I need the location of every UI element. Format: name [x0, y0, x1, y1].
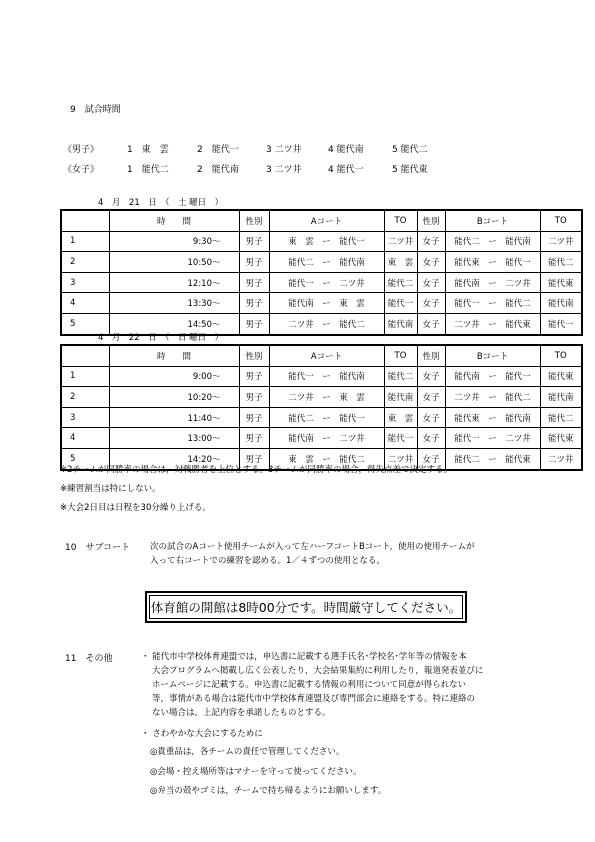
court-a-matchup-cell: 二ツ井 ー 能代二	[269, 313, 384, 334]
banner-text: 体育館の開館は8時00分です。時間厳守してください。	[150, 600, 462, 615]
court-b-matchup-cell: 二ツ井 ー 能代二	[445, 387, 540, 408]
court-a-table-officials-cell: 東 雲	[384, 252, 417, 273]
header-court-b-gender: 性別	[417, 210, 445, 231]
court-b-gender-cell: 女子	[417, 272, 445, 293]
day1-schedule-table	[60, 209, 583, 336]
court-b-gender-cell: 女子	[417, 448, 445, 469]
boys-teams-row	[0, 142, 595, 154]
court-a-gender-cell: 男子	[239, 231, 269, 252]
girls-team-2: 2 能代南	[197, 165, 239, 175]
start-time-cell: 14:50～	[109, 313, 239, 334]
court-b-gender-cell: 女子	[417, 366, 445, 387]
court-a-gender-cell: 男子	[239, 387, 269, 408]
start-time-cell: 13:30～	[109, 293, 239, 314]
section-11-para-line-3: ホームページに記載する。申込書に記載する情報の利用について同意が得られない	[152, 680, 467, 690]
start-time-cell: 14:20～	[109, 448, 239, 469]
section-10-title: 10 サブコート	[65, 543, 131, 553]
court-a-matchup-cell: 能代南 ー 東 雲	[269, 293, 384, 314]
table-row	[61, 407, 582, 428]
day1-label: 4 月 21 日 （ 土 曜日 ）	[98, 198, 224, 208]
header-start-time: 時 間	[109, 210, 239, 231]
start-time-cell: 11:40～	[109, 407, 239, 428]
section-11-para-line-1: ・ 能代市中学校体育連盟では，申込書に記載する選手氏名･学校名･学年等の情報を本	[141, 652, 467, 662]
court-b-matchup-cell: 能代南 ー 二ツ井	[445, 272, 540, 293]
court-a-gender-cell: 男子	[239, 448, 269, 469]
court-a-gender-cell: 男子	[239, 366, 269, 387]
header-court-a-matchup: Aコート	[269, 345, 384, 366]
court-a-matchup-cell: 二ツ井 ー 東 雲	[269, 387, 384, 408]
table-row	[61, 252, 582, 273]
court-b-matchup-cell: 能代二 ー 能代南	[445, 231, 540, 252]
header-court-b-table-officials: TO	[540, 210, 582, 231]
boys-label: 《男子》	[63, 145, 100, 155]
fair-play-heading: ・ さわやかな大会にするために	[141, 729, 263, 739]
court-a-matchup-cell: 能代二 ー 能代一	[269, 407, 384, 428]
court-a-table-officials-cell: 能代南	[384, 313, 417, 334]
court-a-gender-cell: 男子	[239, 293, 269, 314]
court-a-matchup-cell: 能代南 ー 二ツ井	[269, 428, 384, 449]
match-number-cell: 4	[61, 428, 109, 449]
table-row	[61, 231, 582, 252]
court-a-matchup-cell: 東 雲 ー 能代二	[269, 448, 384, 469]
court-b-gender-cell: 女子	[417, 231, 445, 252]
day2-label: 4 月 22 日 （ 日 曜日 ）	[98, 333, 224, 343]
court-b-table-officials-cell: 二ツ井	[540, 231, 582, 252]
header-row	[61, 345, 582, 366]
opening-time-banner	[145, 591, 467, 623]
court-a-table-officials-cell: 東 雲	[384, 407, 417, 428]
fair-play-item-valuables: ◎貴重品は，各チームの責任で管理してください。	[150, 747, 345, 757]
court-a-table-officials-cell: 能代一	[384, 293, 417, 314]
note-tiebreak: ※2チームが同勝率の場合は，対戦勝者を上位とする。3チームが同勝率の場合，得失点差で決定する。	[60, 465, 452, 475]
match-number-cell: 5	[61, 448, 109, 469]
match-number-cell: 1	[61, 366, 109, 387]
section-11-para-line-4: 等，事情がある場合は能代市中学校体育連盟及び専門部会に連絡をする。特に連絡の	[152, 694, 476, 704]
header-court-b-gender: 性別	[417, 345, 445, 366]
header-court-b-table-officials: TO	[540, 345, 582, 366]
match-number-cell: 2	[61, 252, 109, 273]
court-b-gender-cell: 女子	[417, 252, 445, 273]
court-a-table-officials-cell: 能代二	[384, 272, 417, 293]
table-row	[61, 387, 582, 408]
court-b-table-officials-cell: 能代二	[540, 252, 582, 273]
start-time-cell: 10:50～	[109, 252, 239, 273]
match-number-cell: 5	[61, 313, 109, 334]
table-row	[61, 293, 582, 314]
section-11-title: 11 その他	[65, 654, 113, 664]
court-b-matchup-cell: 能代東 ー 能代一	[445, 252, 540, 273]
start-time-cell: 13:00～	[109, 428, 239, 449]
header-court-a-gender: 性別	[239, 345, 269, 366]
table-row	[61, 272, 582, 293]
header-court-a-matchup: Aコート	[269, 210, 384, 231]
boys-team-3: 3 二ツ井	[266, 145, 302, 155]
girls-team-5: 5 能代東	[392, 165, 428, 175]
court-a-table-officials-cell: 二ツ井	[384, 231, 417, 252]
girls-teams-row	[0, 162, 595, 174]
court-b-matchup-cell: 能代東 ー 能代南	[445, 407, 540, 428]
court-b-gender-cell: 女子	[417, 387, 445, 408]
court-b-table-officials-cell: 能代東	[540, 428, 582, 449]
court-b-gender-cell: 女子	[417, 313, 445, 334]
girls-team-1: 1 能代二	[127, 165, 169, 175]
court-b-table-officials-cell: 能代東	[540, 272, 582, 293]
start-time-cell: 12:10～	[109, 272, 239, 293]
table-row	[61, 428, 582, 449]
court-a-table-officials-cell: 能代二	[384, 366, 417, 387]
section-10-line-2: 入って右コートでの練習を認める。1／４ずつの使用となる。	[150, 556, 385, 566]
match-number-cell: 4	[61, 293, 109, 314]
court-a-table-officials-cell: 能代一	[384, 428, 417, 449]
court-b-table-officials-cell: 能代南	[540, 293, 582, 314]
court-b-gender-cell: 女子	[417, 407, 445, 428]
note-day2-shift: ※大会2日目は日程を30分繰り上げる。	[60, 503, 211, 513]
girls-team-3: 3 二ツ井	[266, 165, 302, 175]
note-practice: ※練習割当は特にしない。	[60, 484, 161, 494]
section-11-para-line-5: ない場合は，上記内容を承諾したものとする。	[152, 708, 331, 718]
court-b-table-officials-cell: 能代南	[540, 387, 582, 408]
header-court-a-table-officials: TO	[384, 210, 417, 231]
match-number-cell: 1	[61, 231, 109, 252]
court-a-gender-cell: 男子	[239, 407, 269, 428]
boys-team-2: 2 能代一	[197, 145, 239, 155]
header-court-a-table-officials: TO	[384, 345, 417, 366]
header-match-number	[61, 345, 109, 366]
header-start-time: 時 間	[109, 345, 239, 366]
match-number-cell: 3	[61, 272, 109, 293]
court-b-table-officials-cell: 能代一	[540, 313, 582, 334]
match-number-cell: 2	[61, 387, 109, 408]
header-row	[61, 210, 582, 231]
court-b-matchup-cell: 能代南 ー 能代一	[445, 366, 540, 387]
court-a-matchup-cell: 能代一 ー 二ツ井	[269, 272, 384, 293]
court-a-table-officials-cell: 能代南	[384, 387, 417, 408]
section-10-line-1: 次の試合のAコート使用チームが入って左ハーフコートBコート，使用の使用チームが	[150, 542, 475, 552]
fair-play-item-garbage: ◎弁当の殻やゴミは，チームで持ち帰るようにお願いします。	[150, 786, 387, 796]
boys-team-4: 4 能代南	[328, 145, 364, 155]
court-a-gender-cell: 男子	[239, 428, 269, 449]
court-a-matchup-cell: 東 雲 ー 能代一	[269, 231, 384, 252]
court-b-table-officials-cell: 二ツ井	[540, 448, 582, 469]
court-a-matchup-cell: 能代一 ー 能代南	[269, 366, 384, 387]
start-time-cell: 9:00～	[109, 366, 239, 387]
court-a-table-officials-cell: 二ツ井	[384, 448, 417, 469]
court-a-gender-cell: 男子	[239, 313, 269, 334]
table-row	[61, 366, 582, 387]
court-b-table-officials-cell: 能代二	[540, 407, 582, 428]
court-a-gender-cell: 男子	[239, 252, 269, 273]
girls-team-4: 4 能代一	[328, 165, 364, 175]
section-9-title: 9 試合時間	[70, 105, 121, 115]
match-number-cell: 3	[61, 407, 109, 428]
court-b-gender-cell: 女子	[417, 293, 445, 314]
day2-schedule-table	[60, 344, 583, 471]
start-time-cell: 10:20～	[109, 387, 239, 408]
header-match-number	[61, 210, 109, 231]
header-court-b-matchup: Bコート	[445, 210, 540, 231]
header-court-a-gender: 性別	[239, 210, 269, 231]
girls-label: 《女子》	[63, 165, 100, 175]
court-b-matchup-cell: 能代一 ー 能代二	[445, 293, 540, 314]
section-11-para-line-2: 大会プログラムへ掲載し広く公表したり，大会結果集約に利用したり，報道発表並びに	[152, 666, 484, 676]
court-b-matchup-cell: 能代二 ー 能代東	[445, 448, 540, 469]
court-b-matchup-cell: 能代一 ー 二ツ井	[445, 428, 540, 449]
boys-team-5: 5 能代二	[392, 145, 428, 155]
start-time-cell: 9:30～	[109, 231, 239, 252]
fair-play-item-manners: ◎会場・控え場所等はマナーを守って使ってください。	[150, 767, 362, 777]
header-court-b-matchup: Bコート	[445, 345, 540, 366]
court-b-gender-cell: 女子	[417, 428, 445, 449]
court-a-matchup-cell: 能代二 ー 能代南	[269, 252, 384, 273]
boys-team-1: 1 東 雲	[127, 145, 169, 155]
court-b-table-officials-cell: 能代東	[540, 366, 582, 387]
court-b-matchup-cell: 二ツ井 ー 能代東	[445, 313, 540, 334]
court-a-gender-cell: 男子	[239, 272, 269, 293]
